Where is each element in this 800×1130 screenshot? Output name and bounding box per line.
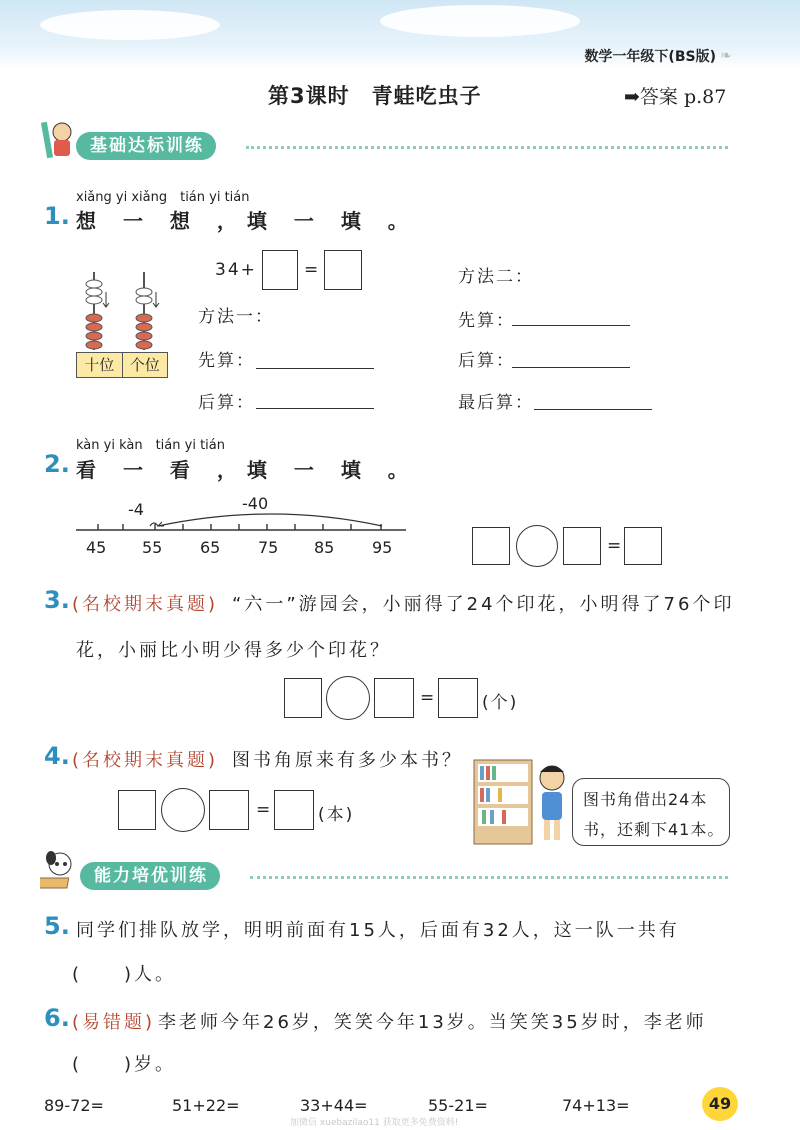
cloud-decoration — [380, 5, 580, 37]
bookshelf-illustration — [472, 758, 578, 846]
method2-last-label: 最后算： — [458, 393, 534, 413]
q1-answer-box[interactable] — [262, 250, 298, 290]
method1-first-line[interactable] — [256, 368, 374, 369]
q6-line2[interactable]: ( )岁。 — [72, 1054, 177, 1075]
dog-mascot-icon — [40, 848, 80, 892]
section-divider — [250, 876, 728, 879]
answer-reference: ➡答案 p.87 — [624, 86, 727, 108]
q5-number: 5. — [44, 912, 70, 940]
tick-label: 65 — [200, 538, 221, 557]
method2-label: 方法二： — [458, 267, 534, 287]
tick-label: 95 — [372, 538, 393, 557]
method1-then-label: 后算： — [198, 393, 255, 413]
q3-equals: = — [420, 688, 437, 708]
footer-watermark: 加微信 xuebazilao11 获取更多免费资料! — [290, 1118, 459, 1128]
q2-operator-circle[interactable] — [516, 525, 558, 567]
q1-pinyin: xiǎng yi xiǎng tián yi tián — [76, 190, 250, 205]
q2-operand-box[interactable] — [472, 527, 510, 565]
method2-first-line[interactable] — [512, 325, 630, 326]
calc-item[interactable]: 33+44= — [300, 1096, 368, 1115]
tick-label: 55 — [142, 538, 163, 557]
q6-tag: (易错题) — [72, 1012, 156, 1033]
q4-text: 图书角原来有多少本书？ — [232, 750, 463, 771]
calc-item[interactable]: 55-21= — [428, 1096, 488, 1115]
bubble-line1: 图书角借出24本 — [583, 790, 708, 809]
arc-label-small: -4 — [128, 500, 144, 519]
q4-equals: = — [256, 800, 273, 820]
tick-label: 75 — [258, 538, 279, 557]
q3-result-box[interactable] — [438, 678, 478, 718]
q3-unit: (个) — [482, 693, 519, 713]
q2-pinyin: kàn yi kàn tián yi tián — [76, 438, 225, 453]
q4-result-box[interactable] — [274, 790, 314, 830]
method1-then-line[interactable] — [256, 408, 374, 409]
method1-first-label: 先算： — [198, 351, 255, 371]
q2-result-box[interactable] — [624, 527, 662, 565]
q2-title: 看 一 看 ，填 一 填 。 — [76, 458, 418, 482]
q3-line2: 花，小丽比小明少得多少个印花？ — [76, 640, 391, 661]
calc-item[interactable]: 74+13= — [562, 1096, 630, 1115]
lesson-title: 第3课时 青蛙吃虫子 — [268, 84, 482, 108]
q5-line2[interactable]: ( )人。 — [72, 964, 177, 985]
bubble-line2: 书，还剩下41本。 — [583, 820, 725, 839]
tick-label: 45 — [86, 538, 107, 557]
q3-number: 3. — [44, 586, 70, 614]
book-title: 数学一年级下(BS版) — [584, 49, 716, 65]
q1-number: 1. — [44, 202, 70, 230]
q5-line1: 同学们排队放学，明明前面有15人，后面有32人，这一队一共有 — [76, 920, 680, 941]
q3-tag: (名校期末真题) — [72, 594, 219, 615]
q4-operator-circle[interactable] — [161, 788, 205, 832]
q4-tag: (名校期末真题) — [72, 750, 219, 771]
method2-then-label: 后算： — [458, 351, 515, 371]
tick-labels — [82, 538, 412, 560]
q4-unit: (本) — [318, 805, 355, 825]
tens-label: 十位 — [77, 353, 123, 377]
q1-equals: = — [304, 260, 321, 280]
q3-operand-box[interactable] — [374, 678, 414, 718]
arc-label-big: -40 — [242, 494, 269, 513]
q4-operand-box[interactable] — [118, 790, 156, 830]
calc-item[interactable]: 89-72= — [44, 1096, 104, 1115]
abacus-place-labels — [76, 352, 168, 378]
q2-operand-box[interactable] — [563, 527, 601, 565]
ones-label: 个位 — [129, 356, 160, 374]
q2-number: 2. — [44, 450, 70, 478]
section-banner-basic: 基础达标训练 — [76, 132, 216, 160]
q1-equation-prefix: 34+ — [215, 260, 257, 280]
cloud-decoration — [40, 10, 220, 40]
speech-bubble — [572, 778, 730, 846]
method1-label: 方法一： — [198, 307, 274, 327]
q3-operand-box[interactable] — [284, 678, 322, 718]
section-banner-advanced: 能力培优训练 — [80, 862, 220, 890]
calc-item[interactable]: 51+22= — [172, 1096, 240, 1115]
method2-first-label: 先算： — [458, 311, 515, 331]
tick-label: 85 — [314, 538, 335, 557]
q6-line1: 李老师今年26岁，笑笑今年13岁。当笑笑35岁时，李老师 — [158, 1012, 707, 1033]
q1-result-box[interactable] — [324, 250, 362, 290]
page-number: 49 — [702, 1087, 738, 1121]
method2-last-line[interactable] — [534, 409, 652, 410]
q3-line1: “六一”游园会，小丽得了24个印花，小明得了76个印 — [232, 594, 735, 615]
q2-equals: = — [607, 536, 624, 556]
q3-operator-circle[interactable] — [326, 676, 370, 720]
student-mascot-icon — [40, 118, 74, 162]
q1-title: 想 一 想 ，填 一 填 。 — [76, 209, 418, 233]
section-divider — [246, 146, 728, 149]
q4-number: 4. — [44, 742, 70, 770]
leaf-icon: ❧ — [720, 48, 732, 64]
q4-operand-box[interactable] — [209, 790, 249, 830]
q6-number: 6. — [44, 1004, 70, 1032]
method2-then-line[interactable] — [512, 367, 630, 368]
